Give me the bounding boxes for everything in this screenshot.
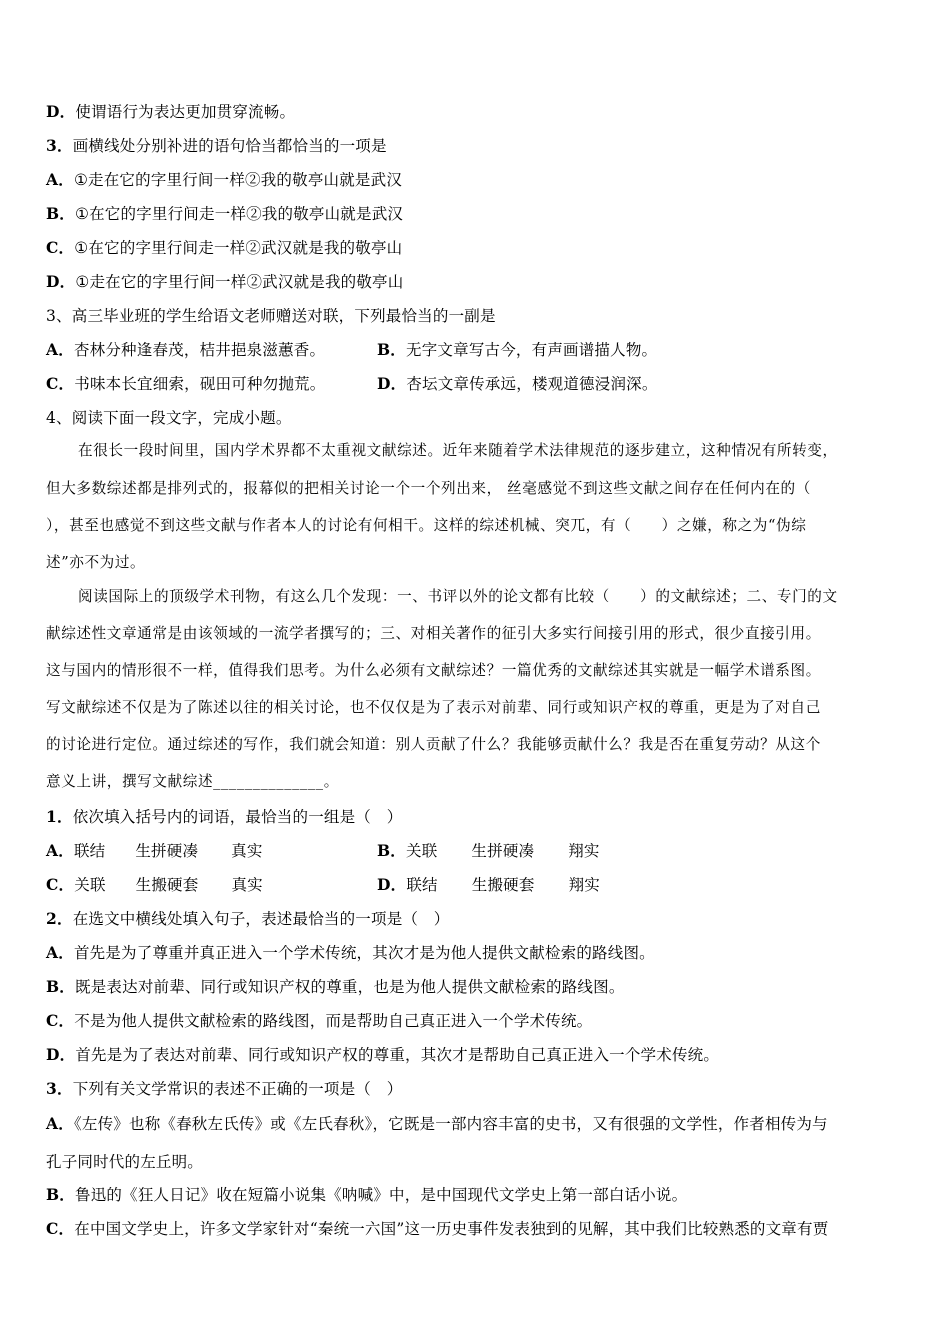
passage-line: 献综述性文章通常是由该领域的一流学者撰写的；三、对相关著作的征引大多实行间接引用的形式，很少直接引用。: [46, 625, 821, 642]
question-line: 3、高三毕业班的学生给语文老师赠送对联，下列最恰当的一副是: [46, 307, 496, 325]
option-line: B．既是表达对前辈、同行或知识产权的尊重，也是为他人提供文献检索的路线图。: [46, 977, 625, 996]
sub-question-2: 2．在选文中横线处填入句子，表述最恰当的一项是（ ）: [46, 909, 450, 928]
question-line: 3．画横线处分别补进的语句恰当都恰当的一项是: [46, 136, 387, 155]
option-line: A．《左传》也称《春秋左氏传》或《左氏春秋》，它既是一部内容丰富的史书，又有很强的文学性，作者相传为与: [46, 1114, 828, 1133]
option-line: B．鲁迅的《狂人日记》收在短篇小说集《呐喊》中，是中国现代文学史上第一部白话小说。: [46, 1185, 688, 1204]
option-line: C．不是为他人提供文献检索的路线图，而是帮助自己真正进入一个学术传统。: [46, 1011, 593, 1030]
option-line: D．首先是为了表达对前辈、同行或知识产权的尊重，其次才是帮助自己真正进入一个学术传统。: [46, 1045, 720, 1064]
option-line: A．首先是为了尊重并真正进入一个学术传统，其次才是为他人提供文献检索的路线图。: [46, 943, 655, 962]
passage-line: 述”亦不为过。: [46, 554, 146, 571]
passage-line: ），甚至也感觉不到这些文献与作者本人的讨论有何相干。这样的综述机械、突兀，有（ ）之嫌，称之为“伪综: [46, 517, 807, 534]
passage-line: 但大多数综述都是排列式的，报幕似的把相关讨论一个一个列出来， 丝毫感觉不到这些文献之间存在任何内在的（: [46, 480, 811, 497]
couplet-options-row: C．书味本长宜细索，砚田可种勿抛荒。 D．杏坛文章传承远，楼观道德浸润深。: [46, 374, 658, 393]
option-line: B．①在它的字里行间走一样②我的敬亭山就是武汉: [46, 204, 404, 223]
passage-line: 这与国内的情形很不一样，值得我们思考。为什么必须有文献综述？一篇优秀的文献综述其实就是一幅学术谱系图。: [46, 662, 821, 679]
option-line: A．①走在它的字里行间一样②我的敬亭山就是武汉: [46, 170, 403, 189]
passage-line: 阅读国际上的顶级学术刊物，有这么几个发现：一、书评以外的论文都有比较（ ）的文献综述；二、专门的文: [78, 588, 838, 605]
passage-line: 在很长一段时间里，国内学术界都不太重视文献综述。近年来随着学术法律规范的逐步建立，这种情况有所转变，: [78, 442, 838, 459]
option-line: C．在中国文学史上，许多文学家针对“秦统一六国”这一历史事件发表独到的见解，其中我们比较熟悉的文章有贾: [46, 1219, 829, 1238]
sub-question-3: 3．下列有关文学常识的表述不正确的一项是（ ）: [46, 1079, 403, 1098]
word-options-row: A．联结 生拼硬凑 真实 B．关联 生拼硬凑 翔实: [46, 841, 600, 860]
option-continuation: 孔子同时代的左丘明。: [46, 1153, 204, 1171]
option-line: D．使谓语行为表达更加贯穿流畅。: [46, 102, 296, 121]
passage-line: 的讨论进行定位。通过综述的写作，我们就会知道：别人贡献了什么？我能够贡献什么？我是否在重复劳动？从这个: [46, 736, 821, 753]
option-line: C．①在它的字里行间走一样②武汉就是我的敬亭山: [46, 238, 403, 257]
couplet-options-row: A．杏林分种逢春茂，桔井挹泉滋蕙香。 B．无字文章写古今，有声画谱描人物。: [46, 340, 658, 359]
option-line: D．①走在它的字里行间一样②武汉就是我的敬亭山: [46, 272, 404, 291]
passage-line: 写文献综述不仅是为了陈述以往的相关讨论，也不仅仅是为了表示对前辈、同行或知识产权的尊重，更是为了对自己: [46, 699, 821, 716]
reading-heading: 4、阅读下面一段文字，完成小题。: [46, 409, 292, 427]
passage-line: 意义上讲，撰写文献综述______________。: [46, 773, 339, 790]
word-options-row: C．关联 生搬硬套 真实 D．联结 生搬硬套 翔实: [46, 875, 600, 894]
sub-question-1: 1．依次填入括号内的词语，最恰当的一组是（ ）: [46, 807, 403, 826]
